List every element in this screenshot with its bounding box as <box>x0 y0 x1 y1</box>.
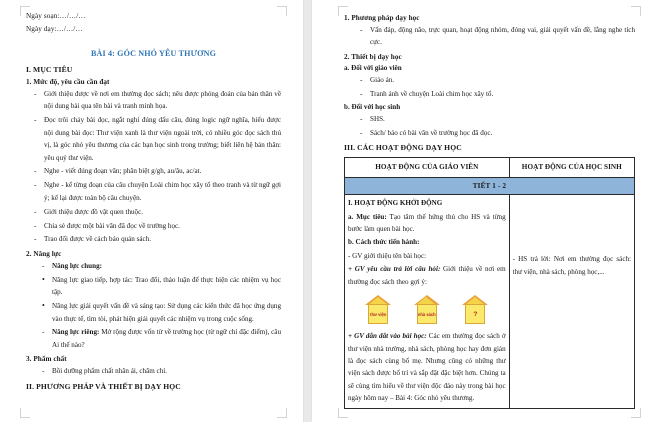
heading-thiet-bi-day-hoc: 2. Thiết bị dạy học <box>344 52 402 61</box>
list-item: - Giới thiệu được đồ vật quen thuộc. <box>26 206 281 218</box>
list-item-text: Năng lực giải quyết vấn đề và sáng tạo: Sử dụng các kiến thức đã học ứng dụng vào thực tế, tìm tòi, phát hiện giải quyết các nhiệm vụ trong cuộc sống. <box>52 302 281 323</box>
house-label: thư viện <box>370 311 387 317</box>
house-icon <box>462 295 488 325</box>
list-item: - Tranh ảnh về chuyện Loài chim học xây tổ. <box>344 88 635 100</box>
cach-thuc-label: b. Cách thức tiến hành: <box>348 238 420 247</box>
house-label: nhà sách <box>417 311 436 317</box>
list-item <box>26 260 281 272</box>
list-item: - Chia sẻ được một bài văn đã đọc về trường học. <box>26 220 281 232</box>
gv-dan-dat-italic: + GV dẫn dắt vào bài học: <box>348 332 427 341</box>
crop-mark-bottom-right <box>277 408 287 418</box>
list-item: - SHS. <box>344 113 635 125</box>
page-right <box>312 0 649 422</box>
student-response: - HS trả lời: Nơi em thường đọc sách: thư viện, nhà sách, phòng học,... <box>512 255 631 276</box>
page-left-body <box>26 10 281 394</box>
list-item: - Giáo án. <box>344 74 635 86</box>
teacher-activity-cell <box>345 195 510 408</box>
gv-dan-dat-line <box>348 330 506 404</box>
page-right-body <box>344 10 635 409</box>
table-header-row <box>345 158 635 177</box>
table-header-teacher: HOẠT ĐỘNG CỦA GIÁO VIÊN <box>345 158 510 177</box>
list-item: - Trao đổi được về cách bảo quản sách. <box>26 233 281 245</box>
gv-gioi-thieu-line: - GV giới thiệu tên bài học: <box>348 251 427 260</box>
table-header-student: HOẠT ĐỘNG CỦA HỌC SINH <box>509 158 634 177</box>
house-wall-icon <box>465 304 485 324</box>
gv-yeu-cau-line <box>348 263 506 288</box>
table-row <box>345 177 635 194</box>
list-item-label: Năng lực riêng: <box>52 328 100 337</box>
list-nang-luc <box>26 260 281 351</box>
list-hoc-sinh <box>344 113 635 139</box>
ngay-day-line: Ngày dạy:…/…/… <box>26 25 83 33</box>
list-item: - Nghe - viết đúng đoạn văn; phân biệt g/gh, au/âu, ac/at. <box>26 165 281 177</box>
activity-heading: I. HOẠT ĐỘNG KHỞI ĐỘNG <box>348 199 443 208</box>
muc-tieu-label: a. Mục tiêu: <box>348 212 387 221</box>
activities-table <box>344 157 635 408</box>
house-illustration-group <box>348 289 506 330</box>
heading-phuong-phap-thiet-bi: II. PHƯƠNG PHÁP VÀ THIẾT BỊ DẠY HỌC <box>26 381 181 391</box>
muc-tieu-text: Tạo tâm thế hứng thú cho HS và từng bước làm quen bài học. <box>348 212 506 234</box>
list-item-text: Mở rộng được vốn từ về trường học (từ ngữ chỉ đặc điểm), câu Ai thế nào? <box>52 328 281 349</box>
heading-phuong-phap-day-hoc: 1. Phương pháp dạy học <box>344 14 420 22</box>
student-activity-cell <box>509 195 634 408</box>
crop-mark-bottom-left <box>338 408 348 418</box>
list-item <box>26 300 281 325</box>
tiet-banner-cell: TIẾT 1 - 2 <box>345 177 635 194</box>
heading-cac-hoat-dong-day-hoc: III. CÁC HOẠT ĐỘNG DẠY HỌC <box>344 143 462 153</box>
page-gutter <box>303 0 312 422</box>
list-item: - Giới thiệu được về nơi em thường đọc sách; nêu được phỏng đoán của bản thân về nội dung bài qua tên bài và tranh minh họa. <box>26 88 281 113</box>
house-wall-icon <box>368 304 388 324</box>
list-item: - Đọc trôi chảy bài đọc, ngắt nghỉ đúng dấu câu, đúng logic ngữ nghĩa, hiểu được nội dung bài đọc: Thư viện xanh là thư viện ngoài trời, có nhiều góc đọc sách thú vị, là góc nhỏ yêu thương của các bạn học sinh trong trường; biết liên hệ bản thân: yêu quý thư viện. <box>26 114 281 164</box>
list-item: - Nghe - kể từng đoạn của câu chuyện Loài chim học xây tổ theo tranh và từ ngữ gợi ý; kể lại được toàn bộ câu chuyện. <box>26 179 281 204</box>
heading-nang-luc: 2. Năng lực <box>26 249 62 258</box>
list-phuong-phap <box>344 24 635 49</box>
activities-table-wrapper <box>344 157 635 408</box>
list-item <box>26 274 281 299</box>
list-item-label: Năng lực chung: <box>52 261 102 270</box>
house-wall-icon <box>417 304 437 324</box>
list-pham-chat <box>26 365 281 377</box>
list-item: - Bồi dưỡng phẩm chất nhân ái, chăm chỉ. <box>26 365 281 377</box>
gv-dan-dat-rest: Các em thường đọc sách ở thư viện nhà trường, nhà sách, phòng học hay đơn giản là đọc sách cùng bố mẹ. Nhưng cũng có những thư viện sách được bố trí và sắp đặt đặc biệt hơn. Chúng ta sẽ cùng tìm hiểu về thư viện độc đáo này trong bài học ngày hôm nay – Bài 4: Góc nhỏ yêu thương. <box>348 332 506 403</box>
crop-mark-bottom-right <box>631 408 641 418</box>
page-title: BÀI 4: GÓC NHỎ YÊU THƯƠNG <box>90 49 217 58</box>
gv-yeu-cau-rest: Giới thiệu về nơi em thường đọc sách theo gợi ý: <box>348 265 506 286</box>
page-left <box>0 0 303 422</box>
list-item-text: Năng lực giao tiếp, hợp tác: Trao đổi, thảo luận để thực hiện các nhiệm vụ học tập. <box>52 275 281 297</box>
house-icon <box>414 295 440 325</box>
ngay-soan-line: Ngày soạn:…/…/… <box>26 12 86 20</box>
heading-pham-chat: 3. Phẩm chất <box>26 355 67 364</box>
house-label: ? <box>473 310 478 318</box>
crop-mark-bottom-left <box>20 408 30 418</box>
heading-doi-voi-giao-vien: a. Đối với giáo viên <box>344 63 402 72</box>
heading-muc-do-yeu-cau: 1. Mức độ, yêu cầu cần đạt <box>26 78 110 86</box>
list-item: - Vấn đáp, động não, trực quan, hoạt động nhóm, đóng vai, giải quyết vấn đề, lắng nghe tích cực. <box>344 24 635 49</box>
list-item <box>26 326 281 351</box>
heading-muc-tieu: I. MỤC TIÊU <box>26 65 73 74</box>
table-row <box>345 195 635 408</box>
list-muc-do-yeu-cau <box>26 88 281 246</box>
house-icon <box>365 295 391 325</box>
muc-tieu-line <box>348 211 506 236</box>
heading-doi-voi-hoc-sinh: b. Đối với học sinh <box>344 103 401 112</box>
gv-yeu-cau-italic: + GV yêu cầu trả lời câu hỏi: <box>348 265 441 274</box>
list-giao-vien <box>344 74 635 100</box>
list-item: - Sách/ báo có bài văn về trường học đã đọc. <box>344 127 635 139</box>
